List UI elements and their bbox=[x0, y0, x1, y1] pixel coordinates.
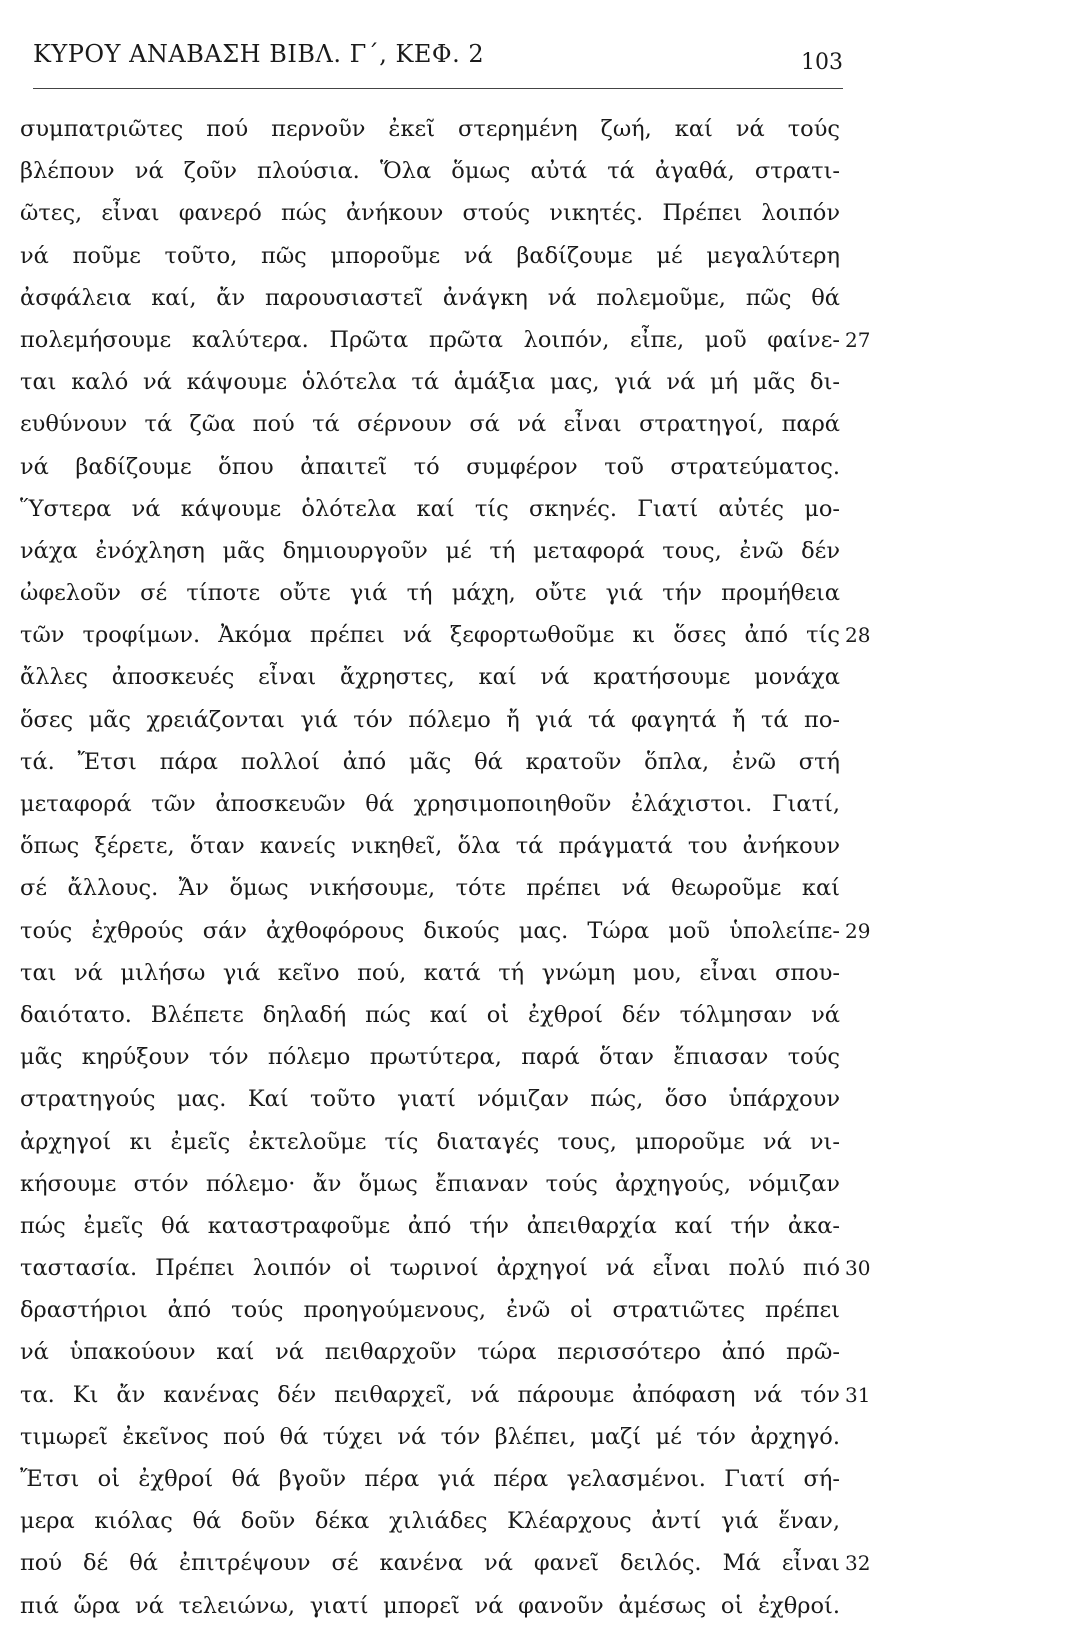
page-header bbox=[33, 40, 843, 90]
text-line: τά. Ἔτσι πάρα πολλοί ἀπό μᾶς θά κρατοῦν ὅπλα, ἐνῶ στή bbox=[20, 748, 840, 775]
text-line: σέ ἄλλους. Ἄν ὅμως νικήσουμε, τότε πρέπει νά θεωροῦμε καί bbox=[20, 875, 840, 902]
text-line: ταστασία. Πρέπει λοιπόν οἱ τωρινοί ἀρχηγοί νά εἶναι πολύ πιό bbox=[20, 1255, 840, 1282]
text-line: νά βαδίζουμε ὅπου ἀπαιτεῖ τό συμφέρον τοῦ στρατεύματος. bbox=[20, 453, 840, 480]
text-line: δαιότατο. Βλέπετε δηλαδή πώς καί οἱ ἐχθροί δέν τόλμησαν νά bbox=[20, 1001, 840, 1028]
text-line: πού δέ θά ἐπιτρέψουν σέ κανένα νά φανεῖ δειλός. Μά εἶναι bbox=[20, 1550, 840, 1577]
section-number-29: 29 bbox=[845, 918, 871, 943]
text-line: στρατηγούς μας. Καί τοῦτο γιατί νόμιζαν πώς, ὅσο ὑπάρχουν bbox=[20, 1086, 840, 1113]
text-line: ἄλλες ἀποσκευές εἶναι ἄχρηστες, καί νά κρατήσουμε μονάχα bbox=[20, 664, 840, 691]
text-line: ἀρχηγοί κι ἐμεῖς ἐκτελοῦμε τίς διαταγές τους, μποροῦμε νά νι- bbox=[20, 1128, 840, 1155]
text-line: τα. Κι ἄν κανένας δέν πειθαρχεῖ, νά πάρουμε ἀπόφαση νά τόν bbox=[20, 1381, 840, 1408]
text-line: πιά ὥρα νά τελειώνω, γιατί μπορεῖ νά φανοῦν ἀμέσως οἱ ἐχθροί. bbox=[20, 1592, 840, 1619]
text-line: ὅσες μᾶς χρειάζονται γιά τόν πόλεμο ἤ γιά τά φαγητά ἤ τά πο- bbox=[20, 706, 840, 733]
text-line: δραστήριοι ἀπό τούς προηγούμενους, ἐνῶ οἱ στρατιῶτες πρέπει bbox=[20, 1297, 840, 1324]
text-line: βλέπουν νά ζοῦν πλούσια. Ὅλα ὅμως αὐτά τά ἀγαθά, στρατι- bbox=[20, 158, 840, 185]
text-line: νά ποῦμε τοῦτο, πῶς μποροῦμε νά βαδίζουμε μέ μεγαλύτερη bbox=[20, 242, 840, 269]
text-line: μεταφορά τῶν ἀποσκευῶν θά χρησιμοποιηθοῦν ἐλάχιστοι. Γιατί, bbox=[20, 791, 840, 817]
section-number-32: 32 bbox=[845, 1551, 871, 1576]
text-line: ῶτες, εἶναι φανερό πώς ἀνήκουν στούς νικητές. Πρέπει λοιπόν bbox=[20, 200, 840, 227]
text-line: ται νά μιλήσω γιά κεῖνο πού, κατά τή γνώμη μου, εἶναι σπου- bbox=[20, 959, 840, 986]
text-line: πολεμήσουμε καλύτερα. Πρῶτα πρῶτα λοιπόν, εἶπε, μοῦ φαίνε- bbox=[20, 326, 840, 353]
section-number-27: 27 bbox=[845, 327, 871, 352]
running-head: ΚΥΡΟΥ ΑΝΑΒΑΣΗ ΒΙΒΛ. Γ΄, ΚΕΦ. 2 bbox=[33, 40, 485, 68]
text-line: ἀσφάλεια καί, ἄν παρουσιαστεῖ ἀνάγκη νά πολεμοῦμε, πῶς θά bbox=[20, 284, 840, 311]
text-line: νά ὑπακούουν καί νά πειθαρχοῦν τώρα περισσότερο ἀπό πρῶ- bbox=[20, 1339, 840, 1366]
text-line: κήσουμε στόν πόλεμο· ἄν ὅμως ἔπιαναν τούς ἀρχηγούς, νόμιζαν bbox=[20, 1170, 840, 1197]
text-line: Ὕστερα νά κάψουμε ὁλότελα καί τίς σκηνές. Γιατί αὐτές μο- bbox=[20, 495, 840, 522]
text-line: ευθύνουν τά ζῶα πού τά σέρνουν σά νά εἶναι στρατηγοί, παρά bbox=[20, 411, 840, 438]
header-rule bbox=[33, 88, 843, 89]
text-line: Ἔτσι οἱ ἐχθροί θά βγοῦν πέρα γιά πέρα γελασμένοι. Γιατί σή- bbox=[20, 1466, 840, 1492]
text-line: ται καλό νά κάψουμε ὁλότελα τά ἁμάξια μας, γιά νά μή μᾶς δι- bbox=[20, 369, 840, 396]
text-line: ὠφελοῦν σέ τίποτε οὔτε γιά τή μάχη, οὔτε γιά τήν προμήθεια bbox=[20, 580, 840, 607]
section-number-30: 30 bbox=[845, 1256, 871, 1281]
text-line: πώς ἐμεῖς θά καταστραφοῦμε ἀπό τήν ἀπειθαρχία καί τήν ἀκα- bbox=[20, 1212, 840, 1239]
body-text bbox=[20, 108, 840, 1627]
text-line: συμπατριῶτες πού περνοῦν ἐκεῖ στερημένη ζωή, καί νά τούς bbox=[20, 116, 840, 142]
section-number-31: 31 bbox=[845, 1382, 871, 1407]
text-line: μᾶς κηρύξουν τόν πόλεμο πρωτύτερα, παρά ὅταν ἔπιασαν τούς bbox=[20, 1044, 840, 1071]
text-line: τούς ἐχθρούς σάν ἀχθοφόρους δικούς μας. Τώρα μοῦ ὑπολείπε- bbox=[20, 917, 840, 944]
text-line: τῶν τροφίμων. Ἀκόμα πρέπει νά ξεφορτωθοῦμε κι ὅσες ἀπό τίς bbox=[20, 622, 840, 649]
page-number: 103 bbox=[801, 50, 843, 75]
text-line: ὅπως ξέρετε, ὅταν κανείς νικηθεῖ, ὅλα τά πράγματά του ἀνήκουν bbox=[20, 833, 840, 860]
text-line: νάχα ἐνόχληση μᾶς δημιουργοῦν μέ τή μεταφορά τους, ἐνῶ δέν bbox=[20, 537, 840, 564]
text-line: μερα κιόλας θά δοῦν δέκα χιλιάδες Κλέαρχους ἀντί γιά ἕναν, bbox=[20, 1508, 840, 1535]
section-number-28: 28 bbox=[845, 623, 871, 648]
margin-section-numbers bbox=[845, 108, 905, 1627]
text-line: τιμωρεῖ ἐκεῖνος πού θά τύχει νά τόν βλέπει, μαζί μέ τόν ἀρχηγό. bbox=[20, 1423, 840, 1450]
